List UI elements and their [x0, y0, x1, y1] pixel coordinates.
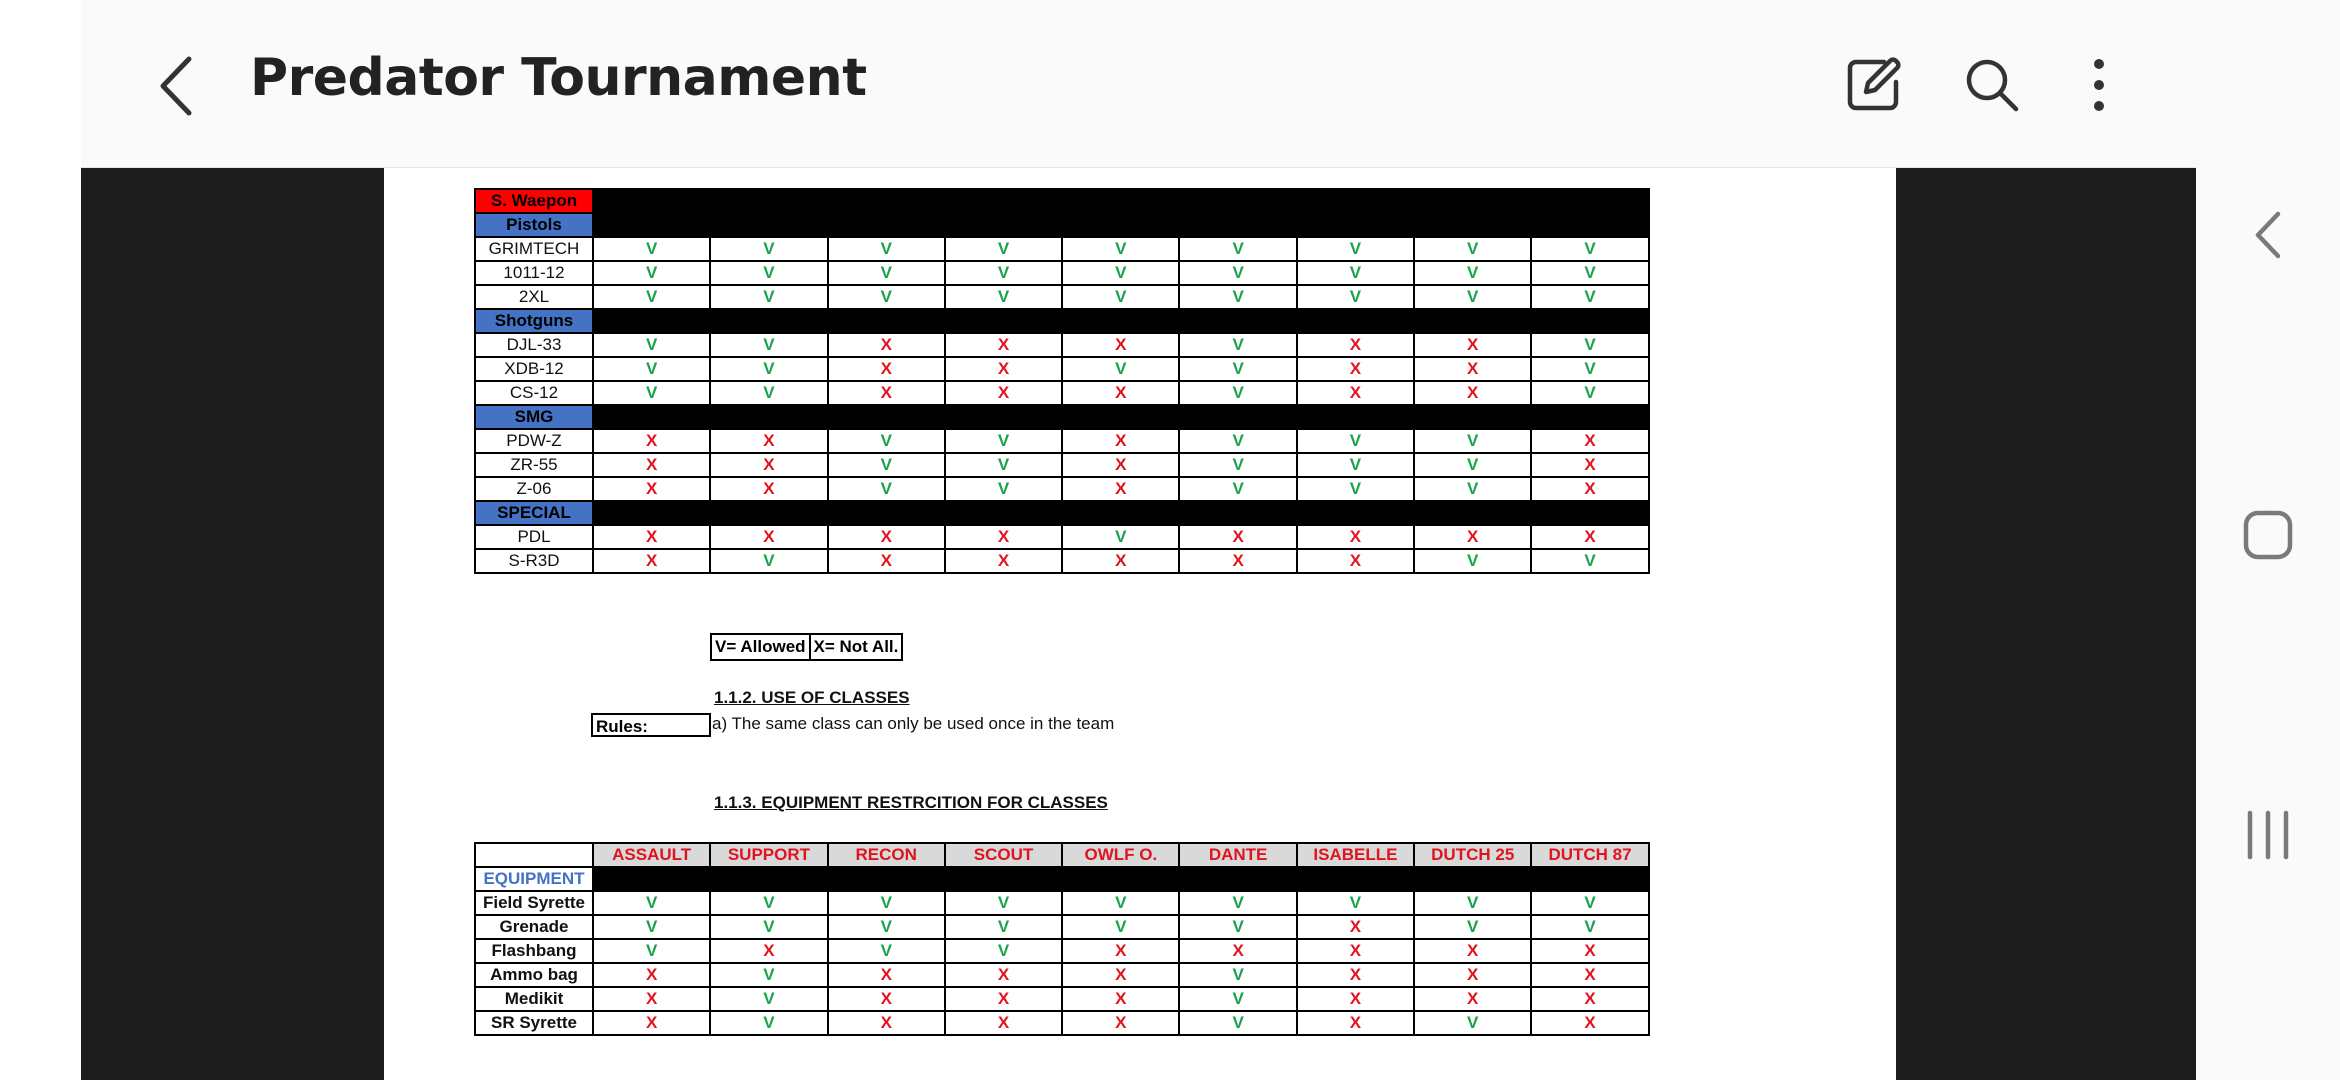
- table-row: [475, 189, 1649, 213]
- page-title: Predator Tournament: [250, 48, 867, 108]
- more-vertical-icon: [2089, 56, 2109, 114]
- table-cell: V: [710, 891, 827, 915]
- table-cell: V: [828, 429, 945, 453]
- row-label: 1011-12: [475, 261, 593, 285]
- table-cell: V: [1531, 285, 1648, 309]
- table-cell: X: [945, 549, 1062, 573]
- table-cell: V: [1179, 381, 1296, 405]
- table-cell: V: [1414, 915, 1531, 939]
- table-cell: V: [828, 285, 945, 309]
- table-cell: X: [1297, 549, 1414, 573]
- table-cell: V: [1414, 261, 1531, 285]
- table-cell: X: [828, 963, 945, 987]
- section-heading-classes: 1.1.2. USE OF CLASSES: [714, 688, 910, 707]
- navigation-rail: [2196, 0, 2340, 1080]
- table-cell: X: [1062, 333, 1179, 357]
- row-label: ZR-55: [475, 453, 593, 477]
- header-row: [475, 843, 1649, 867]
- table-cell: V: [1062, 891, 1179, 915]
- recents-icon: [2243, 809, 2293, 861]
- table-cell: X: [1531, 525, 1648, 549]
- table-cell: X: [1414, 381, 1531, 405]
- table-cell: V: [1414, 477, 1531, 501]
- table-cell: V: [1531, 549, 1648, 573]
- table-cell: V: [1179, 261, 1296, 285]
- table-cell: V: [710, 963, 827, 987]
- table-cell: V: [1531, 915, 1648, 939]
- table-cell: X: [828, 987, 945, 1011]
- table-cell: X: [1062, 963, 1179, 987]
- category-band: [593, 867, 1649, 891]
- nav-home-button[interactable]: [2196, 500, 2340, 570]
- table-cell: V: [1297, 261, 1414, 285]
- table-cell: X: [1179, 939, 1296, 963]
- table-row: [475, 285, 1649, 309]
- column-header: DUTCH 25: [1414, 843, 1531, 867]
- table-row: [475, 477, 1649, 501]
- table-row: [475, 261, 1649, 285]
- row-label: Field Syrette: [475, 891, 593, 915]
- table-cell: X: [1297, 987, 1414, 1011]
- table-row: [475, 333, 1649, 357]
- table-cell: V: [1531, 357, 1648, 381]
- table-cell: V: [1414, 453, 1531, 477]
- table-cell: X: [593, 1011, 710, 1035]
- category-band: [593, 189, 1649, 213]
- table-cell: X: [593, 987, 710, 1011]
- table-row: [475, 381, 1649, 405]
- table-cell: X: [945, 333, 1062, 357]
- row-label: SPECIAL: [475, 501, 593, 525]
- table-cell: V: [1531, 381, 1648, 405]
- table-cell: V: [828, 477, 945, 501]
- legend-not-allowed: X= Not All.: [810, 634, 903, 660]
- table-cell: X: [710, 477, 827, 501]
- table-cell: X: [945, 963, 1062, 987]
- table-cell: V: [1179, 477, 1296, 501]
- search-icon: [1963, 56, 2021, 114]
- chevron-left-icon: [2253, 210, 2283, 260]
- table-cell: X: [1062, 381, 1179, 405]
- table-cell: V: [945, 915, 1062, 939]
- table-row: [475, 213, 1649, 237]
- table-cell: V: [1179, 453, 1296, 477]
- table-cell: X: [828, 1011, 945, 1035]
- table-cell: X: [1297, 963, 1414, 987]
- table-cell: X: [1179, 525, 1296, 549]
- table-cell: V: [828, 237, 945, 261]
- table-row: [475, 963, 1649, 987]
- row-label: S-R3D: [475, 549, 593, 573]
- row-label: Flashbang: [475, 939, 593, 963]
- table-cell: V: [1414, 549, 1531, 573]
- table-cell: V: [593, 939, 710, 963]
- table-cell: X: [945, 381, 1062, 405]
- row-label: SR Syrette: [475, 1011, 593, 1035]
- row-label: Ammo bag: [475, 963, 593, 987]
- table-row: [475, 525, 1649, 549]
- table-cell: V: [1297, 891, 1414, 915]
- row-label: GRIMTECH: [475, 237, 593, 261]
- table-cell: X: [1531, 477, 1648, 501]
- table-cell: X: [1531, 987, 1648, 1011]
- column-header: DUTCH 87: [1531, 843, 1648, 867]
- row-label: PDL: [475, 525, 593, 549]
- legend: [710, 633, 903, 661]
- table-cell: X: [1531, 453, 1648, 477]
- chevron-left-icon: [155, 55, 195, 117]
- table-cell: V: [1297, 237, 1414, 261]
- table-cell: V: [710, 987, 827, 1011]
- table-row: [475, 309, 1649, 333]
- table-cell: X: [1414, 963, 1531, 987]
- table-cell: X: [828, 381, 945, 405]
- table-cell: X: [1062, 477, 1179, 501]
- table-cell: V: [828, 261, 945, 285]
- table-cell: X: [593, 453, 710, 477]
- table-cell: V: [1297, 477, 1414, 501]
- edit-button[interactable]: [1838, 50, 1908, 120]
- table-cell: V: [1062, 285, 1179, 309]
- weapons-table: [474, 188, 1650, 574]
- row-label: XDB-12: [475, 357, 593, 381]
- table-cell: V: [710, 549, 827, 573]
- column-header: OWLF O.: [1062, 843, 1179, 867]
- row-label: 2XL: [475, 285, 593, 309]
- nav-back-button[interactable]: [2196, 200, 2340, 270]
- table-cell: V: [1179, 237, 1296, 261]
- table-cell: V: [1062, 261, 1179, 285]
- table-cell: V: [593, 261, 710, 285]
- table-row: [475, 891, 1649, 915]
- table-cell: X: [1531, 1011, 1648, 1035]
- table-cell: V: [1179, 285, 1296, 309]
- table-cell: V: [1414, 1011, 1531, 1035]
- table-cell: V: [710, 381, 827, 405]
- column-header: DANTE: [1179, 843, 1296, 867]
- table-cell: V: [593, 333, 710, 357]
- table-cell: X: [593, 525, 710, 549]
- table-cell: V: [945, 429, 1062, 453]
- row-label: CS-12: [475, 381, 593, 405]
- row-label: PDW-Z: [475, 429, 593, 453]
- table-cell: X: [1297, 1011, 1414, 1035]
- edit-note-icon: [1844, 56, 1902, 114]
- row-label: Pistols: [475, 213, 593, 237]
- table-cell: V: [1179, 333, 1296, 357]
- table-row: [475, 915, 1649, 939]
- table-cell: X: [945, 357, 1062, 381]
- equipment-table: [474, 842, 1650, 1036]
- category-band: [593, 213, 1649, 237]
- table-cell: X: [1531, 429, 1648, 453]
- table-cell: X: [1062, 453, 1179, 477]
- more-options-button[interactable]: [2064, 50, 2134, 120]
- table-cell: X: [1414, 357, 1531, 381]
- row-label: Grenade: [475, 915, 593, 939]
- column-header: ASSAULT: [593, 843, 710, 867]
- table-cell: V: [1062, 357, 1179, 381]
- table-cell: X: [1297, 915, 1414, 939]
- table-cell: V: [593, 891, 710, 915]
- table-cell: V: [945, 891, 1062, 915]
- row-label: Z-06: [475, 477, 593, 501]
- table-cell: V: [1414, 429, 1531, 453]
- category-band: [593, 501, 1649, 525]
- table-cell: V: [1179, 429, 1296, 453]
- table-cell: X: [945, 1011, 1062, 1035]
- table-cell: V: [828, 453, 945, 477]
- table-cell: V: [593, 357, 710, 381]
- table-cell: X: [1062, 429, 1179, 453]
- table-cell: X: [1297, 525, 1414, 549]
- table-cell: V: [1531, 333, 1648, 357]
- table-cell: V: [1179, 963, 1296, 987]
- table-cell: V: [1414, 285, 1531, 309]
- table-cell: V: [1062, 525, 1179, 549]
- table-cell: V: [945, 285, 1062, 309]
- table-cell: V: [945, 477, 1062, 501]
- table-cell: X: [710, 525, 827, 549]
- table-cell: V: [593, 915, 710, 939]
- table-cell: X: [593, 963, 710, 987]
- table-cell: X: [710, 429, 827, 453]
- row-label: S. Waepon: [475, 189, 593, 213]
- table-cell: X: [1062, 939, 1179, 963]
- table-cell: X: [1531, 963, 1648, 987]
- column-header: SUPPORT: [710, 843, 827, 867]
- table-row: [475, 549, 1649, 573]
- table-cell: X: [828, 525, 945, 549]
- table-cell: X: [1414, 525, 1531, 549]
- table-cell: V: [1179, 357, 1296, 381]
- table-cell: V: [828, 891, 945, 915]
- category-band: [593, 309, 1649, 333]
- table-cell: X: [710, 939, 827, 963]
- table-cell: X: [1297, 357, 1414, 381]
- table-cell: V: [710, 285, 827, 309]
- table-cell: X: [1062, 1011, 1179, 1035]
- table-row: [475, 453, 1649, 477]
- column-header: SCOUT: [945, 843, 1062, 867]
- category-row: [475, 867, 1649, 891]
- table-cell: V: [1414, 237, 1531, 261]
- home-square-icon: [2242, 509, 2294, 561]
- column-header: ISABELLE: [1297, 843, 1414, 867]
- table-cell: V: [945, 261, 1062, 285]
- table-cell: V: [1179, 1011, 1296, 1035]
- table-cell: V: [1531, 891, 1648, 915]
- table-cell: V: [945, 453, 1062, 477]
- table-cell: X: [828, 333, 945, 357]
- table-cell: V: [1297, 453, 1414, 477]
- row-label: DJL-33: [475, 333, 593, 357]
- table-cell: X: [593, 549, 710, 573]
- table-cell: X: [1414, 939, 1531, 963]
- table-cell: X: [1531, 939, 1648, 963]
- nav-recents-button[interactable]: [2196, 800, 2340, 870]
- section-heading-equipment: 1.1.3. EQUIPMENT RESTRCITION FOR CLASSES: [714, 793, 1108, 812]
- table-cell: V: [828, 915, 945, 939]
- row-label: Shotguns: [475, 309, 593, 333]
- back-button[interactable]: [140, 46, 210, 126]
- rules-label: Rules:: [591, 713, 711, 737]
- document-viewer[interactable]: [81, 168, 2196, 1080]
- category-label: EQUIPMENT: [475, 867, 593, 891]
- table-cell: X: [945, 987, 1062, 1011]
- table-cell: V: [1179, 915, 1296, 939]
- table-cell: X: [593, 429, 710, 453]
- table-cell: X: [1297, 333, 1414, 357]
- table-cell: V: [710, 237, 827, 261]
- table-cell: X: [945, 525, 1062, 549]
- table-cell: V: [1297, 429, 1414, 453]
- table-cell: V: [710, 357, 827, 381]
- table-row: [475, 357, 1649, 381]
- table-cell: V: [710, 915, 827, 939]
- category-band: [593, 405, 1649, 429]
- table-cell: V: [1531, 261, 1648, 285]
- table-cell: V: [945, 939, 1062, 963]
- table-cell: X: [1297, 939, 1414, 963]
- table-cell: V: [828, 939, 945, 963]
- table-row: [475, 1011, 1649, 1035]
- rule-a: a) The same class can only be used once in the team: [712, 714, 1115, 733]
- table-cell: X: [710, 453, 827, 477]
- table-cell: X: [593, 477, 710, 501]
- table-cell: V: [945, 237, 1062, 261]
- table-cell: X: [1179, 549, 1296, 573]
- table-row: [475, 939, 1649, 963]
- table-cell: X: [828, 549, 945, 573]
- table-cell: X: [1297, 381, 1414, 405]
- table-cell: V: [593, 285, 710, 309]
- table-cell: X: [1414, 333, 1531, 357]
- table-cell: X: [828, 357, 945, 381]
- row-label: Medikit: [475, 987, 593, 1011]
- search-button[interactable]: [1957, 50, 2027, 120]
- table-cell: V: [1062, 237, 1179, 261]
- empty-corner: [475, 843, 593, 867]
- table-cell: X: [1062, 549, 1179, 573]
- table-cell: V: [710, 261, 827, 285]
- table-row: [475, 501, 1649, 525]
- column-header: RECON: [828, 843, 945, 867]
- table-row: [475, 987, 1649, 1011]
- row-label: SMG: [475, 405, 593, 429]
- table-cell: X: [1062, 987, 1179, 1011]
- table-row: [475, 405, 1649, 429]
- table-row: [475, 429, 1649, 453]
- table-cell: V: [710, 1011, 827, 1035]
- document-page: [384, 168, 1896, 1080]
- table-cell: V: [1531, 237, 1648, 261]
- table-cell: V: [1179, 891, 1296, 915]
- table-cell: V: [1414, 891, 1531, 915]
- table-row: [475, 237, 1649, 261]
- table-cell: V: [710, 333, 827, 357]
- table-cell: V: [1062, 915, 1179, 939]
- table-cell: X: [1414, 987, 1531, 1011]
- legend-allowed: V= Allowed: [711, 634, 810, 660]
- table-cell: V: [593, 237, 710, 261]
- table-cell: V: [593, 381, 710, 405]
- table-cell: V: [1297, 285, 1414, 309]
- table-cell: V: [1179, 987, 1296, 1011]
